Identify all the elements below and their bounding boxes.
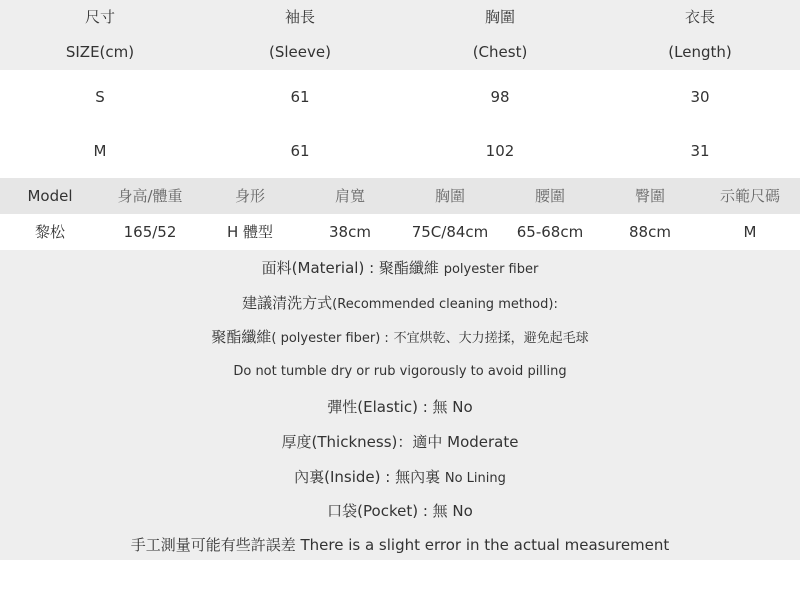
body-type-value: H 體型: [226, 223, 274, 241]
chest-header: 胸圍: [434, 187, 465, 205]
sleeve-header-cn: 袖長: [284, 8, 315, 26]
elastic-line: [0, 396, 800, 417]
care-label: 聚酯纖維: [211, 328, 272, 346]
thickness-line: [0, 431, 800, 452]
model-header: Model: [27, 187, 73, 205]
fabric-label: 面料(Material) : 聚酯纖維: [261, 259, 439, 277]
length-header-en: (Length): [668, 43, 732, 61]
size-table-header: [0, 0, 800, 70]
waist-header: 腰圍: [534, 187, 565, 205]
care-instruction: 不宜烘乾、大力搓揉，避免起毛球: [393, 331, 589, 346]
table-row: [0, 70, 800, 124]
fabric-line: [0, 257, 800, 278]
body-type-header: 身形: [234, 187, 265, 205]
thickness-text: 厚度(Thickness)：適中 Moderate: [281, 433, 519, 451]
inside-line: [0, 466, 800, 487]
model-table-header: [0, 178, 800, 214]
shoulder-value: 38cm: [329, 223, 371, 241]
measurement-note-line: [0, 534, 800, 555]
chest-header-en: (Chest): [472, 43, 528, 61]
size-table-body: [0, 70, 800, 178]
care-label-en: ( polyester fiber) :: [271, 331, 389, 346]
chest-value: 75C/84cm: [411, 223, 489, 241]
chest-header-cn: 胸圍: [484, 8, 515, 26]
table-row: [0, 124, 800, 178]
shoulder-header: 肩寬: [334, 187, 365, 205]
size-table: [0, 0, 800, 178]
worn-size-value: M: [743, 223, 757, 241]
sleeve-cell: 61: [290, 142, 310, 160]
inside-label: 內裏(Inside) : 無內裏: [294, 468, 441, 486]
pocket-line: [0, 500, 800, 521]
size-header-cn-row: [0, 0, 800, 34]
care-line: [0, 326, 800, 347]
size-cell: M: [93, 142, 107, 160]
measurement-note: 手工測量可能有些許誤差 There is a slight error in the actual measurement: [130, 536, 670, 554]
length-cell: 31: [690, 142, 710, 160]
material-info: [0, 250, 800, 560]
chest-cell: 98: [490, 88, 510, 106]
hip-value: 88cm: [629, 223, 671, 241]
hip-header: 臀圍: [634, 187, 665, 205]
worn-size-header: 示範尺碼: [719, 187, 780, 205]
size-header-en: SIZE(cm): [65, 43, 135, 61]
care-translation: Do not tumble dry or rub vigorously to avoid pilling: [233, 364, 567, 379]
length-cell: 30: [690, 88, 710, 106]
sleeve-cell: 61: [290, 88, 310, 106]
size-cell: S: [95, 88, 105, 106]
cleaning-label-cn: 建議清洗方式: [242, 294, 333, 312]
cleaning-label-en: (Recommended cleaning method):: [332, 297, 558, 312]
chest-cell: 102: [485, 142, 515, 160]
fabric-value: polyester fiber: [443, 262, 539, 277]
elastic-text: 彈性(Elastic) : 無 No: [327, 398, 473, 416]
height-weight-header: 身高/體重: [117, 187, 183, 205]
length-header-cn: 衣長: [684, 8, 715, 26]
care-translation-line: [0, 361, 800, 379]
pocket-text: 口袋(Pocket) : 無 No: [327, 502, 473, 520]
sleeve-header-en: (Sleeve): [269, 43, 331, 61]
model-table: [0, 178, 800, 250]
model-name: 黎松: [34, 223, 65, 241]
size-header-cn: 尺寸: [84, 8, 115, 26]
size-header-en-row: [0, 34, 800, 70]
waist-value: 65-68cm: [516, 223, 584, 241]
height-weight-value: 165/52: [123, 223, 177, 241]
cleaning-line: [0, 292, 800, 313]
inside-value: No Lining: [444, 471, 506, 486]
table-row: [0, 214, 800, 250]
